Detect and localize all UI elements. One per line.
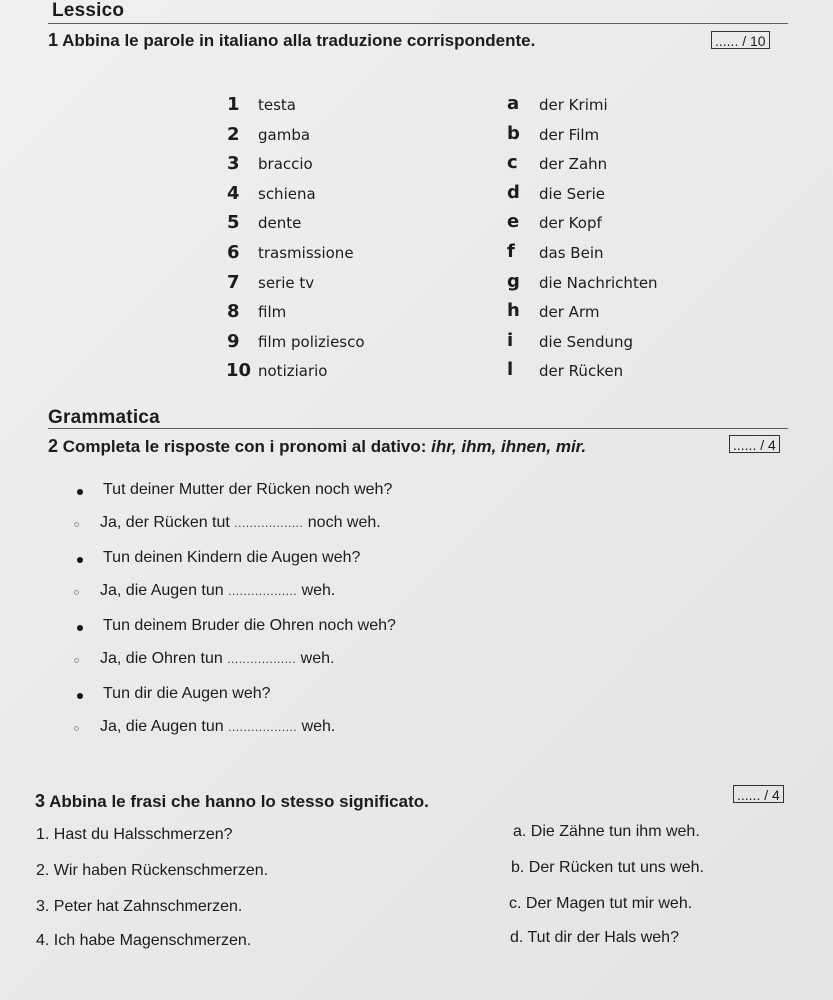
exercise-number: 1 [48, 30, 59, 50]
score-box[interactable]: ...... / 4 [729, 435, 780, 453]
dialogue-answer [100, 650, 334, 668]
dialogue-question: Tun deinen Kindern die Augen weh? [103, 549, 361, 566]
german-word: die Serie [539, 185, 605, 203]
italian-word: serie tv [258, 274, 315, 292]
item-letter: i [507, 330, 514, 351]
sentence-left: 2. Wir haben Rückenschmerzen. [36, 862, 269, 879]
german-word: die Sendung [539, 333, 633, 351]
item-letter: g [507, 271, 520, 292]
answer-marker [74, 590, 79, 595]
question-bullet [77, 489, 83, 495]
answer-marker [74, 658, 79, 663]
item-number: 10 [226, 360, 252, 381]
dialogue-question: Tut deiner Mutter der Rücken noch weh? [103, 481, 393, 498]
score-box[interactable]: ...... / 4 [733, 785, 784, 803]
item-number: 5 [227, 212, 240, 233]
score-box[interactable]: ...... / 10 [711, 31, 770, 49]
item-letter: b [507, 123, 520, 144]
section-title-lessico: Lessico [52, 0, 125, 21]
sentence-right: c. Der Magen tut mir weh. [509, 895, 693, 912]
exercise-number: 2 [48, 436, 59, 456]
exercise-1-instruction [48, 30, 535, 51]
german-word: der Arm [539, 303, 600, 321]
german-word: der Zahn [539, 155, 608, 173]
sentence-right: a. Die Zähne tun ihm weh. [513, 823, 700, 840]
sentence-right: b. Der Rücken tut uns weh. [511, 859, 704, 876]
italian-word: braccio [258, 155, 313, 173]
item-number: 4 [227, 183, 240, 204]
dialogue-answer [100, 718, 335, 736]
exercise-number: 3 [35, 791, 46, 811]
dialogue-question: Tun deinem Bruder die Ohren noch weh? [103, 617, 396, 634]
item-number: 9 [227, 331, 240, 352]
answer-suffix: weh. [301, 582, 336, 599]
divider [48, 428, 788, 429]
pronoun-list: ihr, ihm, ihnen, mir. [431, 437, 587, 456]
italian-word: testa [258, 96, 296, 114]
italian-word: film [258, 303, 287, 321]
german-word: die Nachrichten [539, 274, 658, 292]
italian-word: notiziario [258, 362, 328, 380]
answer-prefix: Ja, die Augen tun [100, 582, 224, 599]
item-letter: c [507, 152, 518, 173]
answer-suffix: weh. [301, 718, 336, 735]
sentence-left: 3. Peter hat Zahnschmerzen. [36, 898, 243, 915]
item-number: 6 [227, 242, 240, 263]
item-letter: a [507, 93, 520, 114]
answer-prefix: Ja, die Augen tun [100, 718, 224, 735]
italian-word: dente [258, 214, 302, 232]
item-number: 7 [227, 272, 240, 293]
instruction-text: Abbina le frasi che hanno lo stesso significato. [49, 792, 429, 811]
item-letter: l [507, 359, 514, 380]
answer-marker [74, 522, 79, 527]
item-letter: e [507, 211, 520, 232]
question-bullet [77, 625, 83, 631]
answer-blank[interactable]: .................. [228, 584, 298, 598]
answer-blank[interactable]: .................. [234, 516, 304, 530]
italian-word: film poliziesco [258, 333, 365, 351]
italian-word: schiena [258, 185, 316, 203]
instruction-text: Completa le risposte con i pronomi al dativo: [62, 437, 427, 456]
dialogue-answer [100, 514, 381, 532]
dialogue-question: Tun dir die Augen weh? [103, 685, 271, 702]
answer-blank[interactable]: .................. [227, 652, 297, 666]
sentence-right: d. Tut dir der Hals weh? [510, 929, 679, 946]
question-bullet [77, 557, 83, 563]
item-letter: h [507, 300, 520, 321]
german-word: der Krimi [539, 96, 608, 114]
divider [48, 23, 788, 24]
german-word: der Rücken [539, 362, 624, 380]
answer-suffix: weh. [300, 650, 335, 667]
italian-word: gamba [258, 126, 311, 144]
answer-prefix: Ja, der Rücken tut [100, 514, 230, 531]
sentence-left: 4. Ich habe Magenschmerzen. [36, 932, 252, 949]
dialogue-answer [100, 582, 335, 600]
italian-word: trasmissione [258, 244, 354, 262]
item-number: 3 [227, 153, 240, 174]
item-number: 8 [227, 301, 240, 322]
exercise-2-instruction [48, 436, 586, 457]
answer-suffix: noch weh. [307, 514, 381, 531]
section-title-grammatica: Grammatica [48, 407, 160, 428]
german-word: der Film [539, 126, 600, 144]
item-number: 2 [227, 124, 240, 145]
german-word: das Bein [539, 244, 604, 262]
item-letter: f [507, 241, 515, 262]
sentence-left: 1. Hast du Halsschmerzen? [36, 826, 233, 843]
answer-blank[interactable]: .................. [228, 720, 298, 734]
instruction-text: Abbina le parole in italiano alla traduzione corrispondente. [62, 31, 536, 50]
exercise-3-instruction [35, 791, 429, 812]
item-number: 1 [227, 94, 240, 115]
answer-prefix: Ja, die Ohren tun [100, 650, 223, 667]
item-letter: d [507, 182, 520, 203]
answer-marker [74, 726, 79, 731]
question-bullet [77, 693, 83, 699]
german-word: der Kopf [539, 214, 602, 232]
